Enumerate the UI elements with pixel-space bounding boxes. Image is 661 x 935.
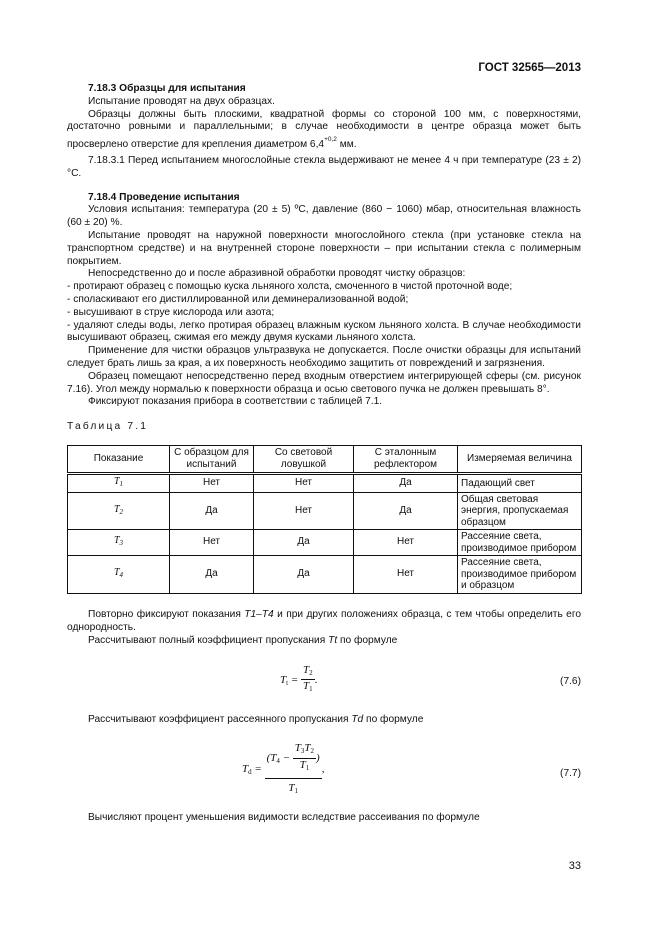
reading-symbol: $T_3$ xyxy=(68,530,170,556)
paragraph: Рассчитывают полный коэффициент пропускания Tt по формуле xyxy=(88,634,398,646)
paragraph: Условия испытания: температура (20 ± 5) ºС, давление (860 − 1060) мбар, относительная влажность (60 ± 20) %. xyxy=(67,204,581,229)
reading-symbol: $T_2$ xyxy=(68,492,170,530)
paragraph: Испытание проводят на наружной поверхности многослойного стекла (при установке стекла на транспортном средстве) и на внутренней стороне поверхности – при испытании стекла с полимерным покрытием. xyxy=(67,229,581,267)
tolerance-superscript: +0,2 xyxy=(324,136,337,144)
table-cell: Нет xyxy=(170,530,254,556)
table-cell: Да xyxy=(354,492,458,530)
table-cell: Да xyxy=(254,556,354,594)
column-header: Показание xyxy=(68,445,170,473)
column-header: Измеряемая величина xyxy=(458,445,582,473)
paragraph: Фиксируют показания прибора в соответствии с таблицей 7.1. xyxy=(88,396,383,408)
paragraph: Образец помещают непосредственно перед входным отверстием интегрирующей сферы (см. рисунок 7.16). Угол между нормалью к поверхности образца и осью светового пучка не должен превышать 8°. xyxy=(67,370,581,395)
table-row xyxy=(68,556,582,594)
table-cell: Да xyxy=(254,530,354,556)
symbol-range: T1–T4 xyxy=(244,609,274,621)
document-id: ГОСТ 32565—2013 xyxy=(478,62,581,74)
column-header: Со световой ловушкой xyxy=(254,445,354,473)
table-cell: Нет xyxy=(170,473,254,492)
table-cell: Падающий свет xyxy=(458,473,582,492)
section-heading-7-18-3: 7.18.3 Образцы для испытания xyxy=(88,83,246,94)
paragraph: Рассчитывают коэффициент рассеянного пропускания Td по формуле xyxy=(88,713,424,725)
table-cell: Да xyxy=(170,556,254,594)
formula-number: (7.7) xyxy=(560,768,581,780)
column-header: С эталонным рефлектором xyxy=(354,445,458,473)
list-item: - высушивают в струе кислорода или азота; xyxy=(67,306,275,318)
table-cell: Нет xyxy=(254,473,354,492)
formula-7-6: Tt = $\frac{T2}{T1}$ . (7.6) xyxy=(280,663,581,694)
table-label: Таблица 7.1 xyxy=(67,421,149,433)
formula-number: (7.6) xyxy=(560,675,581,687)
paragraph: 7.18.3.1 Перед испытанием многослойные стекла выдерживают не менее 4 ч при температуре (23 ± 2) °С. xyxy=(67,154,581,179)
column-header: С образцом для испытаний xyxy=(170,445,254,473)
list-item: - протирают образец с помощью куска льняного холста, смоченного в чистой проточной воде; xyxy=(67,281,513,293)
table-row xyxy=(68,530,582,556)
paragraph: Образцы должны быть плоскими, квадратной формы со стороной 100 мм, с поверхностями, достаточно ровными и параллельными; в случае необходимости в центре образца может быть просверлено отверстие для крепления диаметром $6,4^{+0,2}$ мм. xyxy=(67,108,581,151)
section-heading-7-18-4: 7.18.4 Проведение испытания xyxy=(88,191,240,203)
table-cell: Общая световая энергия, пропускаемая образцом xyxy=(458,492,582,530)
table-row xyxy=(68,492,582,530)
table-header-row xyxy=(68,445,582,473)
table-cell: Да xyxy=(170,492,254,530)
reading-symbol: $T_4$ xyxy=(68,556,170,594)
page-number: 33 xyxy=(568,860,581,872)
paragraph: Применение для чистки образцов ультразвука не допускается. После очистки образцы для испытаний следует брать лишь за края, а их поверхность необходимо защитить от повреждений и загрязнения. xyxy=(67,345,581,369)
symbol-tt: Tt xyxy=(328,634,338,646)
reading-symbol: $T_1$ xyxy=(68,473,170,492)
table-cell: Нет xyxy=(354,556,458,594)
table-7-1 xyxy=(67,445,582,594)
paragraph: Вычисляют процент уменьшения видимости вследствие рассеивания по формуле xyxy=(88,812,480,824)
paragraph: Непосредственно до и после абразивной обработки проводят чистку образцов: xyxy=(88,268,466,280)
list-item: - удаляют следы воды, легко протирая образец влажным куском льняного холста. В случае необходимости высушивают образец, сжимая его между двумя кусками льняного холста. xyxy=(67,319,581,344)
list-item: - споласкивают его дистиллированной или деминерализованной водой; xyxy=(67,293,409,305)
table-cell: Рассеяние света, производимое прибором и образцом xyxy=(458,556,582,594)
table-row xyxy=(68,473,582,492)
symbol-td: Td xyxy=(351,713,364,725)
table-cell: Нет xyxy=(254,492,354,530)
table-cell: Рассеяние света, производимое прибором xyxy=(458,530,582,556)
formula-7-7: Td = (T4 − $\frac{T3T2}{T1}$ ) T1 , (7.7) xyxy=(242,742,581,795)
paragraph: Испытание проводят на двух образцах. xyxy=(88,95,275,107)
page-body xyxy=(67,83,581,825)
paragraph: Повторно фиксируют показания T1–T4 и при других положениях образца, с тем чтобы определить его однородность. xyxy=(67,609,581,634)
table-cell: Да xyxy=(354,473,458,492)
table-cell: Нет xyxy=(354,530,458,556)
